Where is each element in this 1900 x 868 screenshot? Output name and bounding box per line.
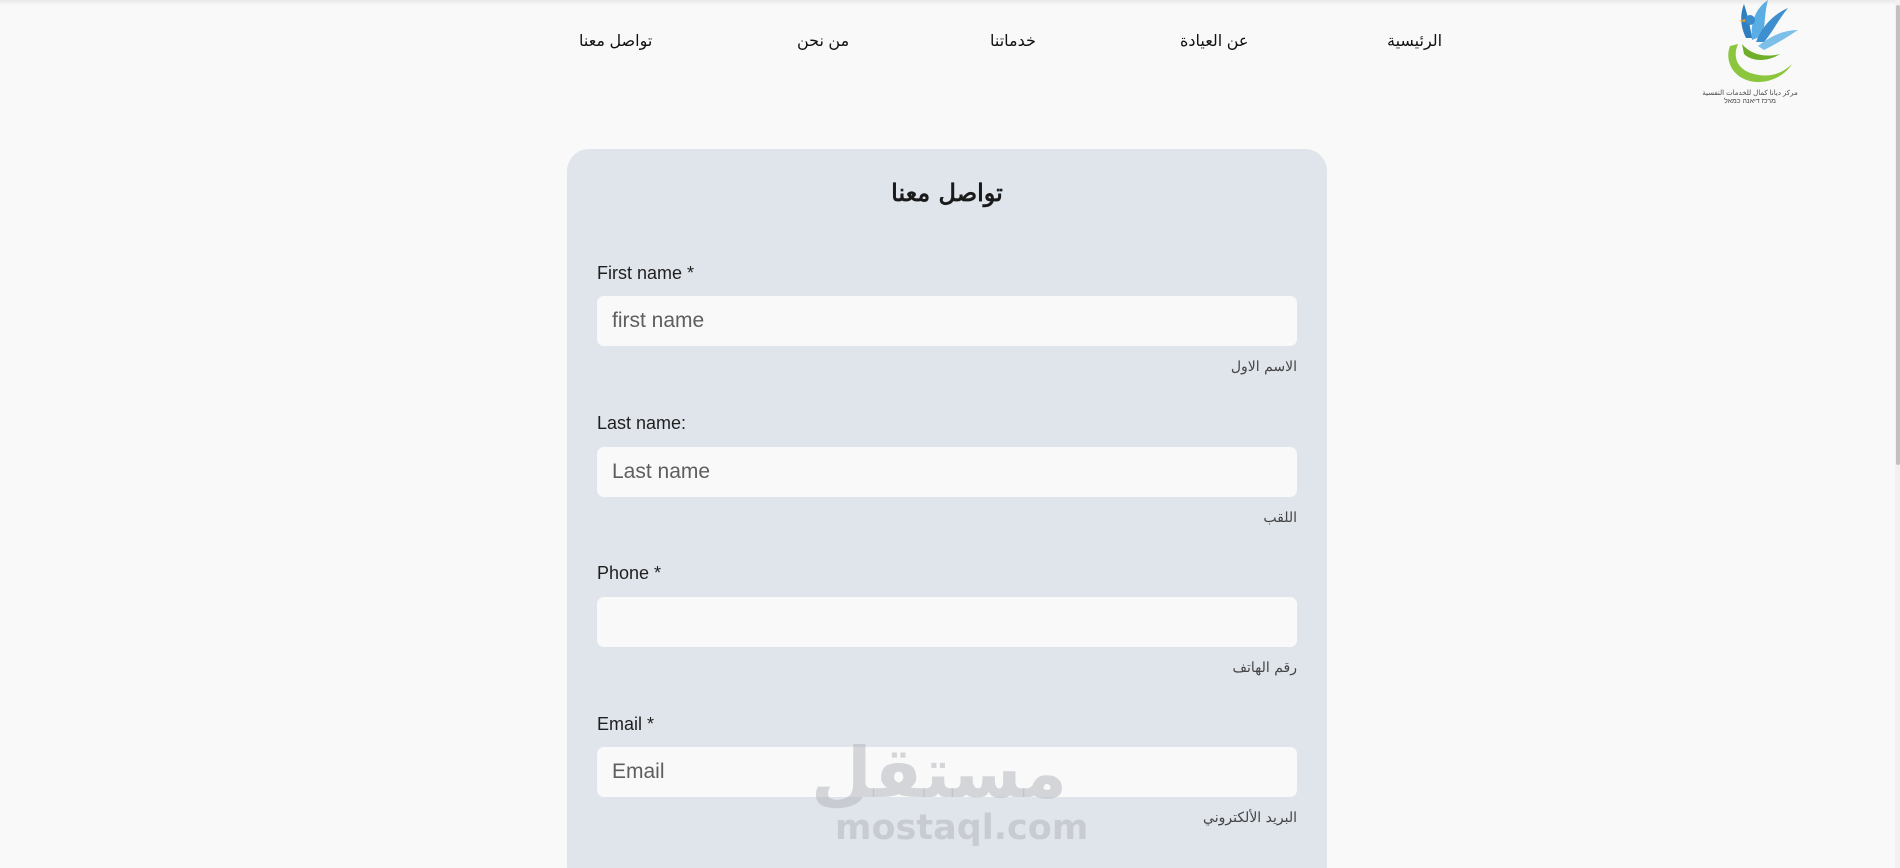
nav-item-about-us[interactable]: من نحن <box>797 33 850 50</box>
header-shadow <box>0 0 1900 5</box>
page-scrollbar-thumb[interactable] <box>1896 5 1900 465</box>
nav-item-services[interactable]: خدماتنا <box>990 33 1036 50</box>
main-nav <box>0 31 1900 55</box>
email-label: Email * <box>597 714 655 734</box>
phone-label: Phone * <box>597 563 662 583</box>
watermark-arabic: مستقل <box>810 732 1067 814</box>
last-name-label: Last name: <box>597 413 687 433</box>
nav-item-home[interactable]: الرئيسية <box>1387 33 1443 50</box>
last-name-input[interactable] <box>597 447 1297 497</box>
watermark-latin: mostaql.com <box>835 808 1089 848</box>
site-logo[interactable] <box>1690 0 1806 110</box>
logo-text: مركز ديانا كمال للخدمات النفسية מרכז דיאנה כמאל <box>1702 90 1798 105</box>
email-input[interactable] <box>597 747 1297 797</box>
nav-item-about-clinic[interactable]: عن العيادة <box>1180 33 1249 50</box>
phone-input[interactable] <box>597 597 1297 647</box>
email-hint: البريد الألكتروني <box>1203 810 1297 826</box>
phoenix-logo-icon <box>1690 0 1806 90</box>
first-name-hint: الاسم الاول <box>1230 359 1297 375</box>
phone-hint: رقم الهاتف <box>1232 660 1297 676</box>
first-name-input[interactable] <box>597 296 1297 346</box>
form-title: تواصل معنا <box>891 178 1003 207</box>
last-name-hint: اللقب <box>1263 510 1297 526</box>
nav-item-contact[interactable]: تواصل معنا <box>579 33 653 50</box>
contact-form-card <box>567 149 1327 868</box>
first-name-label: First name * <box>597 263 695 283</box>
